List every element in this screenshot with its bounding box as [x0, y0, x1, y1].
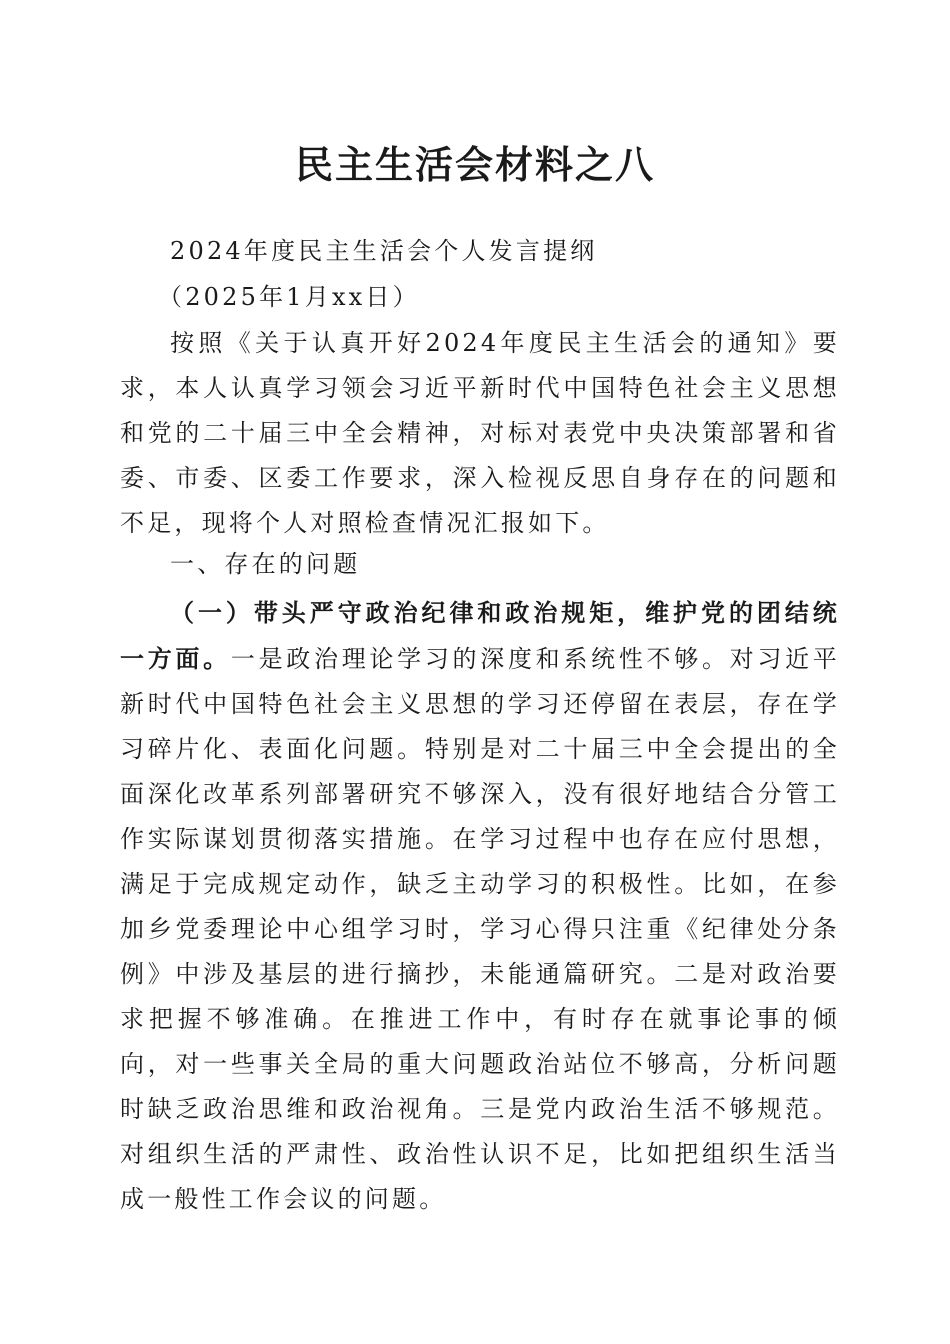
- document-date: （2025年1月xx日）: [158, 283, 420, 311]
- subsection-paragraph: [120, 590, 840, 1222]
- section-heading: 一、存在的问题: [170, 550, 361, 578]
- document-subtitle: 2024年度民主生活会个人发言提纲: [170, 237, 598, 265]
- intro-paragraph: 按照《关于认真开好2024年度民主生活会的通知》要求，本人认真学习领会习近平新时代中国特色社会主义思想和党的二十届三中全会精神，对标对表党中央决策部署和省委、市委、区委工作要求，深入检视反思自身存在的问题和不足，现将个人对照检查情况汇报如下。: [120, 329, 840, 537]
- document-title: 民主生活会材料之八: [294, 142, 655, 187]
- subsection-body: 一是政治理论学习的深度和系统性不够。对习近平新时代中国特色社会主义思想的学习还停留在表层，存在学习碎片化、表面化问题。特别是对二十届三中全会提出的全面深化改革系列部署研究不够深入，没有很好地结合分管工作实际谋划贯彻落实措施。在学习过程中也存在应付思想，满足于完成规定动作，缺乏主动学习的积极性。比如，在参加乡党委理论中心组学习时，学习心得只注重《纪律处分条例》中涉及基层的进行摘抄，未能通篇研究。二是对政治要求把握不够准确。在推进工作中，有时存在就事论事的倾向，对一些事关全局的重大问题政治站位不够高，分析问题时缺乏政治思维和政治视角。三是党内政治生活不够规范。对组织生活的严肃性、政治性认识不足，比如把组织生活当成一般性工作会议的问题。: [120, 645, 840, 1213]
- subsection-heading: （一）带头严守政治纪律和政治规矩，维护党的团结统一方面。: [120, 598, 840, 673]
